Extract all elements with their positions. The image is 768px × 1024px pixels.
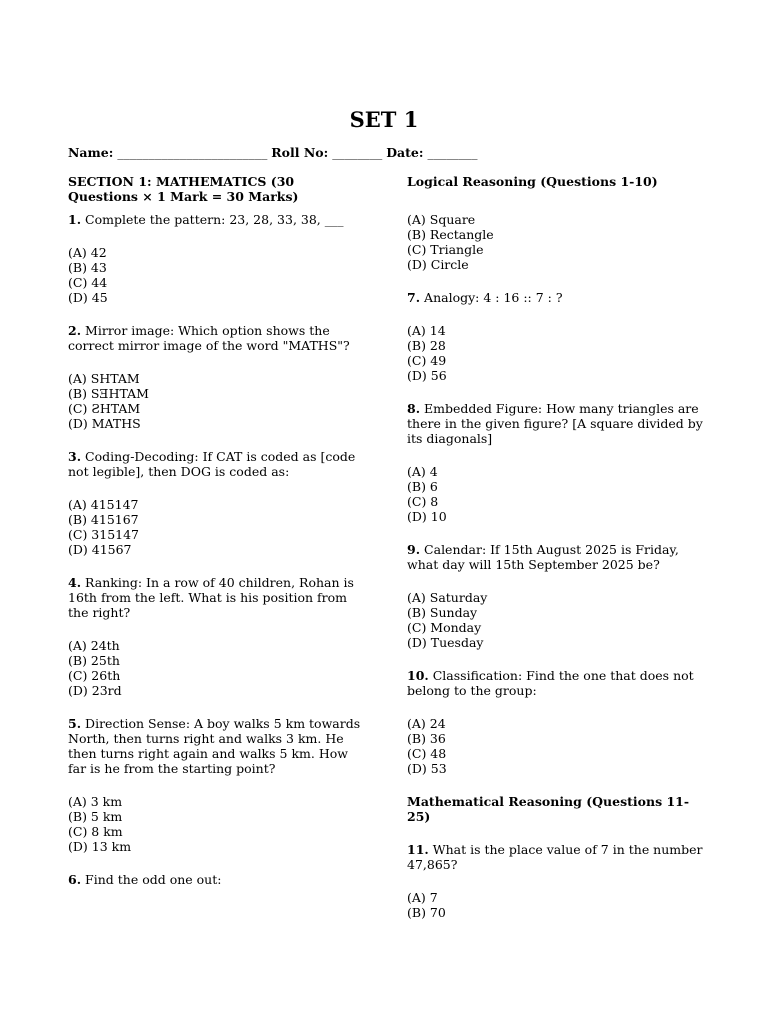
question-number: 10.	[407, 668, 429, 683]
option[interactable]: (B) Sunday	[407, 605, 478, 620]
options-10	[407, 716, 707, 776]
question-text: Embedded Figure: How many triangles are there in the given figure? [A square divided by its diagonals]	[407, 401, 703, 446]
question-text: Mirror image: Which option shows the correct mirror image of the word "MATHS"?	[68, 323, 350, 353]
option[interactable]: (D) 23rd	[68, 683, 122, 698]
option[interactable]: (D) 45	[68, 290, 108, 305]
question-9	[407, 542, 707, 572]
question-number: 1.	[68, 212, 82, 227]
question-5	[68, 716, 368, 776]
roll-blank: ________	[332, 145, 383, 160]
option[interactable]: (A) 42	[68, 245, 107, 260]
option[interactable]: (C) 44	[68, 275, 108, 290]
option[interactable]: (B) SƎHTAM	[68, 386, 149, 401]
option[interactable]: (C) ƧHTAM	[68, 401, 141, 416]
question-4	[68, 575, 368, 620]
options-2	[68, 371, 368, 431]
question-number: 6.	[68, 872, 82, 887]
option[interactable]: (A) 415147	[68, 497, 139, 512]
question-text: Classification: Find the one that does not belong to the group:	[407, 668, 694, 698]
question-number: 5.	[68, 716, 82, 731]
question-text: Analogy: 4 : 16 :: 7 : ?	[424, 290, 563, 305]
option[interactable]: (A) 3 km	[68, 794, 123, 809]
question-3	[68, 449, 368, 479]
option[interactable]: (B) 415167	[68, 512, 139, 527]
question-text: Ranking: In a row of 40 children, Rohan is 16th from the left. What is his position from the right?	[68, 575, 354, 620]
option[interactable]: (A) 24	[407, 716, 446, 731]
question-number: 8.	[407, 401, 421, 416]
question-text: Direction Sense: A boy walks 5 km towards North, then turns right and walks 3 km. He then turns right again and walks 5 km. How far is he from the starting point?	[68, 716, 361, 776]
question-10	[407, 668, 707, 698]
question-6	[68, 872, 368, 887]
option[interactable]: (A) Saturday	[407, 590, 488, 605]
option[interactable]: (B) 43	[68, 260, 107, 275]
left-column	[68, 174, 368, 905]
options-3	[68, 497, 368, 557]
options-9	[407, 590, 707, 650]
question-1	[68, 212, 368, 227]
option[interactable]: (D) Circle	[407, 257, 469, 272]
option[interactable]: (B) Rectangle	[407, 227, 494, 242]
subsection-heading: Logical Reasoning (Questions 1-10)	[407, 174, 658, 189]
question-text: Coding-Decoding: If CAT is coded as [code not legible], then DOG is coded as:	[68, 449, 356, 479]
question-text: Find the odd one out:	[85, 872, 222, 887]
question-text: What is the place value of 7 in the number 47,865?	[407, 842, 703, 872]
option[interactable]: (B) 6	[407, 479, 438, 494]
question-number: 9.	[407, 542, 421, 557]
options-4	[68, 638, 368, 698]
option[interactable]: (C) 49	[407, 353, 447, 368]
right-column	[407, 174, 707, 938]
option[interactable]: (C) Monday	[407, 620, 482, 635]
question-number: 7.	[407, 290, 421, 305]
option[interactable]: (D) 10	[407, 509, 447, 524]
options-1	[68, 245, 368, 305]
option[interactable]: (C) Triangle	[407, 242, 484, 257]
option[interactable]: (B) 36	[407, 731, 446, 746]
option[interactable]: (B) 25th	[68, 653, 120, 668]
question-text: Complete the pattern: 23, 28, 33, 38, ___	[85, 212, 344, 227]
option[interactable]: (C) 8 km	[68, 824, 123, 839]
date-blank: ________	[427, 145, 478, 160]
student-info-line	[68, 145, 477, 160]
options-6	[407, 212, 707, 272]
option[interactable]: (D) 53	[407, 761, 447, 776]
option[interactable]: (C) 26th	[68, 668, 121, 683]
option[interactable]: (B) 5 km	[68, 809, 123, 824]
option[interactable]: (A) 24th	[68, 638, 120, 653]
question-8	[407, 401, 707, 446]
option[interactable]: (D) 56	[407, 368, 447, 383]
option[interactable]: (D) 13 km	[68, 839, 132, 854]
option[interactable]: (C) 48	[407, 746, 447, 761]
option[interactable]: (C) 315147	[68, 527, 140, 542]
options-11	[407, 890, 707, 920]
options-8	[407, 464, 707, 524]
option[interactable]: (A) Square	[407, 212, 476, 227]
option[interactable]: (A) 4	[407, 464, 438, 479]
question-number: 3.	[68, 449, 82, 464]
options-5	[68, 794, 368, 854]
question-number: 2.	[68, 323, 82, 338]
option[interactable]: (B) 28	[407, 338, 446, 353]
question-text: Calendar: If 15th August 2025 is Friday, what day will 15th September 2025 be?	[407, 542, 679, 572]
question-11	[407, 842, 707, 872]
option[interactable]: (B) 70	[407, 905, 446, 920]
subsection-heading-2: Mathematical Reasoning (Questions 11-25)	[407, 794, 690, 824]
option[interactable]: (A) 14	[407, 323, 446, 338]
option[interactable]: (D) 41567	[68, 542, 132, 557]
option[interactable]: (A) 7	[407, 890, 438, 905]
question-number: 4.	[68, 575, 82, 590]
options-7	[407, 323, 707, 383]
name-label: Name:	[68, 145, 114, 160]
option[interactable]: (C) 8	[407, 494, 439, 509]
option[interactable]: (A) SHTAM	[68, 371, 140, 386]
roll-label: Roll No:	[271, 145, 329, 160]
date-label: Date:	[386, 145, 424, 160]
question-number: 11.	[407, 842, 429, 857]
option[interactable]: (D) Tuesday	[407, 635, 484, 650]
name-blank: ________________________	[117, 145, 268, 160]
question-7	[407, 290, 707, 305]
option[interactable]: (D) MATHS	[68, 416, 141, 431]
worksheet-title: SET 1	[349, 107, 419, 132]
section-heading: SECTION 1: MATHEMATICS (30 Questions × 1 Mark = 30 Marks)	[68, 174, 299, 204]
question-2	[68, 323, 368, 353]
